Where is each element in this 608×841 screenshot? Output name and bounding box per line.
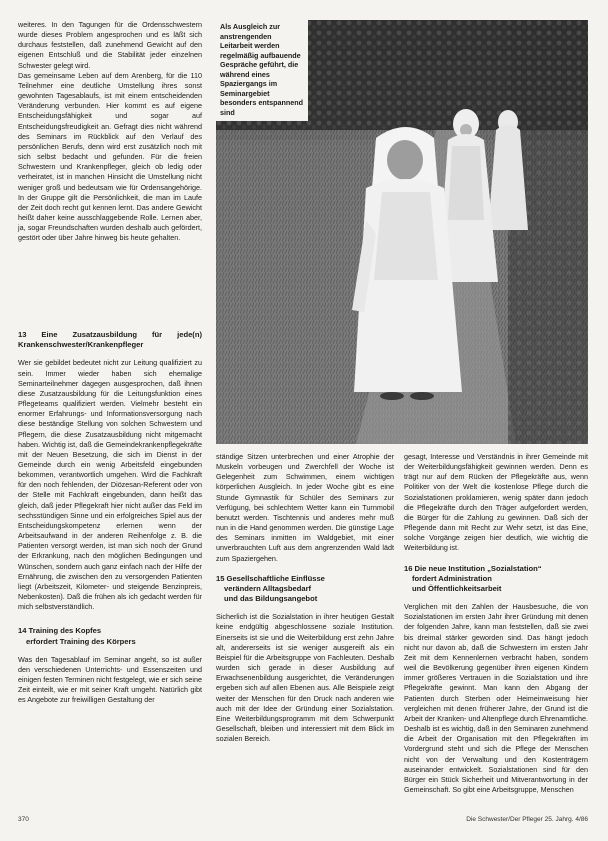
page-number: 370 <box>18 816 29 823</box>
paragraph: Was den Tagesablauf im Seminar angeht, so ist außer den verschiedenen Unterrichts- und Essenszeiten und einigen festen Terminen nicht festgelegt, wie er sich seine Zeit einteilt, wie er mit seiner Kraft umgeht. Natürlich gibt es Angebote zur freiwilligen Gestaltung der <box>18 654 202 705</box>
section-heading-14-line2: erfordert Training des Körpers <box>26 636 136 646</box>
section-heading-15-line2: verändern Alltagsbedarf <box>224 583 312 593</box>
section-heading-14-line1: 14 Training des Kopfes <box>18 626 102 636</box>
section-heading-13: 13 Eine Zusatzausbildung für jede(n) Krankenschwester/Krankenpfleger <box>18 330 202 350</box>
paragraph: Sicherlich ist die Sozialstation in ihrer heutigen Gestalt keine endgültig abgeschlossene soziale Institution. Einerseits ist sie und die Weiterbildung erst zehn Jahre alt, andererseits ist sie weniger ausgereift als ein Beispiel für die Arbeitsgruppe von Fachleuten. Deshalb wurden sich gerade in dieser Ausbildung auf Erwachsenenbildung ausgerichtet, die Veränderungen ergeben sich auf allen Ebenen aus. Alle Beispiele zeigt weiter der Menschen für den Druck nach anderen wie auch mit der Idee der Gründung einer Sozialstation. Eine Weiterbildungsprogramm mit dem Schwerpunkt Gesellschaft, bleiben und interessiert mit dem Blick im sozialen Bereich. <box>216 612 394 744</box>
section-heading-16-line2: fordert Administration <box>412 573 492 583</box>
column-left-lower <box>18 330 202 706</box>
section-heading-15-line3: und das Bildungsangebot <box>224 594 318 604</box>
paragraph: Wer sie gebildet bedeutet nicht zur Leitung qualifiziert zu sein. Immer wieder haben sich ehemalige Seminarteilnehmer dagegen ausgesprochen, daß ihnen diese Zusatzausbildung für die Leitungsfunktion eines Pflegeteams qualifiziert werden. Vielmehr besteht ein enormer Erfahrungs- und Informationsversorgung nach diese beständige Stellung von solchen Schwestern und Pflegern, die diese Zusatzausbildung nicht mitgemacht haben. Wichtig ist, daß die Gemeindekrankenpflegekräfte mit der Neuen Besetzung, die sich im Dienst in der Gemeinde durch ein wenig Arbeitsfeld eingebunden bekommen, verantwortlich umgehen. Wird die Fachkraft für den noch fehlenden, der Diözesan-Referent oder von der Stelle mit Fachkraft eingebunden, dann heißt das gleich, daß jeder Pflegekraft hier nicht außer das Feld im sechsstündigen Sinne und ein erfolgreiches Spiel aus der Entscheidungskompetenz erlernen wenn der Arbeitsaufwand in der anderen Reihenfolge z. B. die Patienten versorgt werden, ist man sich noch der Grund der Erkrankung, nach den möglichen Bedingungen und Wünschen, sondern auch ganz einfach nach der Hilfe der Ernährung, die zwischen den zu versorgenden Patienten liegt (Arbeitszeit, Kilometer- und steigende Benzinpreis, Nebenkosten). Daß die frühen als ich gedacht werden für mich selbstverständlich. <box>18 358 202 612</box>
column-right <box>404 452 588 795</box>
paragraph: Das gemeinsame Leben auf dem Arenberg, für die 110 Teilnehmer eine deutliche Umstellung ihres sonst gewohnten Tagesablaufs, ist mit einem entscheidenden Veränderung verbunden. Hier kommt es auf eigene Entscheidungsfähigkeit und sogar auf Entscheidungsfreudigkeit an. Gefragt dies nicht während des Seminars im Rückblick auf den Verlauf des persönlichen Berufs, denn wird erst zusätzlich noch mit sich selbst bedacht und gefunden. Für die freien Schwestern und Krankenpfleger, gleich ob ledig oder verheiratet, ist in manchen Hinsicht die Umstellung nicht weniger groß und bedeutsam wie für Ordensangehörige. In der Gruppe gilt die Persönlichkeit, die man im Laufe der Zeit doch recht gut kennen lernt. Das andere Gewicht heißt daher keine ausschlaggebende Rolle. Lernen aber, ja, sogar Freundschaften wurden deshalb auch gefördert, gestört oder über Jahre hinweg bis heute gehalten. <box>18 70 202 243</box>
paragraph: ständige Sitzen unterbrechen und einer Atrophie der Muskeln vorbeugen und Zwerchfell der Woche ist Gelegenheit zum Schwimmen, einem wichtigen körperlichen Ausgleich. In jeder Woche gibt es eine Stunde Gymnastik für Schüler des Seminars zur Verfügung, bei schlechtem Wetter kann ein Turnmobil benutzt werden. Tischtennis und anderes mehr muß nun in die Hand genommen werden. Die günstige Lage des Seminars inmitten im Waldgebiet, mit einer unverbrauchten Luft aus dem angrenzenden Wald lädt zum Spaziergehen. <box>216 452 394 563</box>
paragraph: Verglichen mit den Zahlen der Hausbesuche, die von Sozialstationen im ersten Jahr ihrer Gründung mit denen der folgenden Jahre, kann man feststellen, daß sie zwei bis dreimal stärker geworden sind. Das hängt jedoch nicht nur davon ab, daß die Schwestern im ersten Jahr Zeit mit dem Kennenlernen verbracht haben, sondern weil die Bevölkerung gegenüber ihren eigenen Kindern immer größeres Vertrauen in die Sozialstation und ihre Pflegekräfte gewinnt. Man kann den Abgang der Patienten durch Sterben oder Heimeinweisung hier vergleichen mit denen früherer Jahre, der Grund ist die Arbeit der Kranken- und Altenpflege durch Ehrenamtliche. Deshalb ist es wichtig, daß in den Seminaren zunehmend die Arbeit der Organisation mit den Pflegekräften im Vordergrund steht und sich die Pflege der Menschen nicht von der Verwaltung und den Kostenträgern auseinander entwickelt. Sozialstationen sind für den Bürger ein Stück Sicherheit und Mitverantwortung in der Gemeinschaft. So gibt eine Arbeitsgruppe, Menschen <box>404 602 588 794</box>
paragraph: gesagt, Interesse und Verständnis in ihrer Gemeinde mit der Weiterbildungsfähigkeit gewinnen werden. Denn es trägt nur auf dem Rücken der Pflegekräfte aus, wenn Politiker von der Welt die kostenlose Pflege durch die Sozialstationen proklamieren, wenig später dann jedoch die Pflegekräfte durch den Träger aufgefordert werden, die Bürger für die Zahlung zu gewinnen. Daß sich der Pflegende dann mit Recht zur Wehr setzt, ist das Eine, solche Vorgänge zeigen hier deutlich, wie wichtig die Weiterbildung ist. <box>404 452 588 553</box>
section-heading-15-line1: 15 Gesellschaftliche Einflüsse <box>216 573 325 583</box>
journal-citation: Die Schwester/Der Pfleger 25. Jahrg. 4/86 <box>466 816 588 823</box>
section-heading-16-line3: und Öffentlichkeitsarbeit <box>412 583 502 593</box>
photo-caption: Als Ausgleich zur anstrengenden Leitarbeit werden regelmäßig aufbauende Gespräche geführt, die während eines Spaziergangs im Seminargebiet besonders entspannend sind <box>216 20 308 121</box>
section-heading-16-line1: 16 Die neue Institution „Sozialstation“ <box>404 563 542 573</box>
column-middle <box>216 452 394 744</box>
paragraph: weiteres. In den Tagungen für die Ordensschwestern wurde dieses Problem angesprochen und es läßt sich durchaus feststellen, daß zunehmend Gewicht auf den eigenen Entschluß und die Stabilität jeder einzelnen Schwester gelegt wird. <box>18 20 202 70</box>
column-left <box>18 20 202 243</box>
